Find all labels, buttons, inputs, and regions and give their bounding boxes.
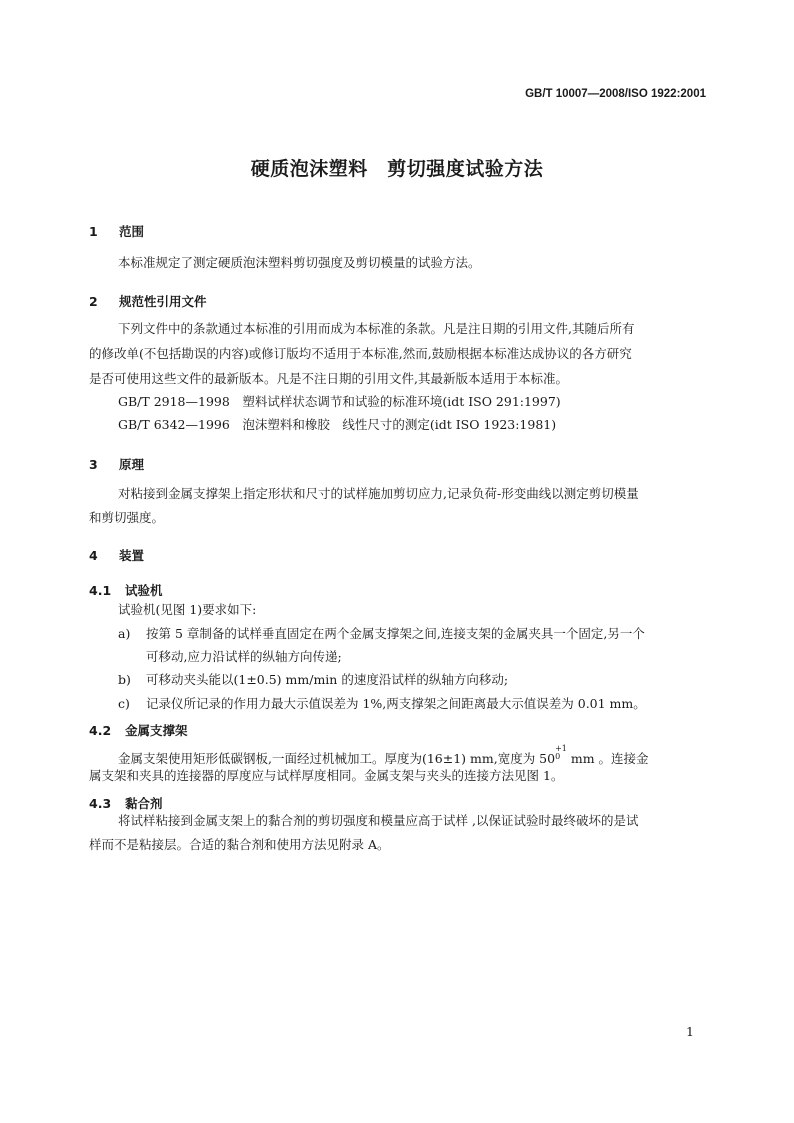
standard-code: GB/T 10007—2008/ISO 1922:2001 — [525, 88, 706, 100]
list-marker-c: c) — [118, 696, 130, 711]
section-1-heading — [89, 222, 144, 240]
subsection-4-3-line-2: 样而不是粘接层。合适的黏合剂和使用方法见附录 A。 — [89, 837, 390, 852]
subsection-4-2-line-1 — [118, 745, 649, 766]
section-number: 4 — [89, 548, 98, 563]
section-number: 2 — [89, 294, 98, 309]
tolerance-upper: +1 — [555, 744, 567, 753]
section-number: 1 — [89, 224, 98, 239]
section-title: 装置 — [119, 548, 145, 563]
section-4-heading — [89, 546, 144, 564]
subsection-title: 金属支撑架 — [125, 723, 188, 738]
section-title: 范围 — [119, 224, 145, 239]
list-marker-a: a) — [118, 626, 131, 641]
section-title: 原理 — [119, 457, 145, 472]
page-number: 1 — [686, 1024, 694, 1039]
section-2-heading — [89, 292, 207, 310]
subsection-4-3-heading — [89, 794, 163, 812]
subsection-4-3-line-1: 将试样粘接到金属支架上的黏合剂的剪切强度和模量应高于试样 ,以保证试验时最终破坏的是试 — [118, 813, 639, 828]
subsection-4-1-intro: 试验机(见图 1)要求如下: — [118, 602, 257, 617]
subsection-4-1-heading — [89, 581, 163, 599]
subsection-number: 4.2 — [89, 723, 112, 738]
section-2-line-2: 的修改单(不包括勘误的内容)或修订版均不适用于本标准,然而,鼓励根据本标准达成协议的各方研究 — [89, 346, 632, 361]
document-title: 硬质泡沫塑料 剪切强度试验方法 — [250, 158, 544, 180]
subsection-number: 4.3 — [89, 796, 112, 811]
subsection-title: 试验机 — [125, 583, 163, 598]
list-item-a-line-2: 可移动,应力沿试样的纵轴方向传递; — [146, 649, 342, 664]
width-tolerance — [555, 745, 567, 761]
section-number: 3 — [89, 457, 98, 472]
subsection-number: 4.1 — [89, 583, 112, 598]
tolerance-lower: 0 — [555, 752, 561, 761]
section-3-line-1: 对粘接到金属支撑架上指定形状和尺寸的试样施加剪切应力,记录负荷-形变曲线以测定剪切模量 — [118, 486, 639, 501]
section-1-paragraph: 本标准规定了测定硬质泡沫塑料剪切强度及剪切模量的试验方法。 — [118, 255, 481, 270]
reference-gbt2918: GB/T 2918—1998 塑料试样状态调节和试验的标准环境(idt ISO 291:1997) — [118, 394, 561, 409]
section-3-line-2: 和剪切强度。 — [89, 510, 165, 525]
list-item-a-line-1: 按第 5 章制备的试样垂直固定在两个金属支撑架之间,连接支架的金属夹具一个固定,另一个 — [146, 626, 645, 641]
subsection-4-2-line-2: 属支架和夹具的连接器的厚度应与试样厚度相同。金属支架与夹头的连接方法见图 1。 — [89, 768, 564, 783]
line-1-post-text: mm 。连接金 — [566, 751, 649, 766]
list-item-c: 记录仪所记录的作用力最大示值误差为 1%,两支撑架之间距离最大示值误差为 0.01 mm。 — [146, 696, 646, 711]
line-1-pre-text: 金属支架使用矩形低碳钢板,一面经过机械加工。厚度为(16±1) mm,宽度为 50 — [118, 751, 556, 766]
section-title: 规范性引用文件 — [119, 294, 207, 309]
section-3-heading — [89, 455, 144, 473]
subsection-4-2-heading — [89, 721, 188, 739]
list-item-b: 可移动夹头能以(1±0.5) mm/min 的速度沿试样的纵轴方向移动; — [146, 672, 509, 687]
subsection-title: 黏合剂 — [125, 796, 163, 811]
section-2-line-1: 下列文件中的条款通过本标准的引用而成为本标准的条款。凡是注日期的引用文件,其随后所有 — [118, 321, 635, 336]
reference-gbt6342: GB/T 6342—1996 泡沫塑料和橡胶 线性尺寸的测定(idt ISO 1923:1981) — [118, 417, 557, 432]
list-marker-b: b) — [118, 672, 131, 687]
section-2-line-3: 是否可使用这些文件的最新版本。凡是不注日期的引用文件,其最新版本适用于本标准。 — [89, 371, 568, 386]
